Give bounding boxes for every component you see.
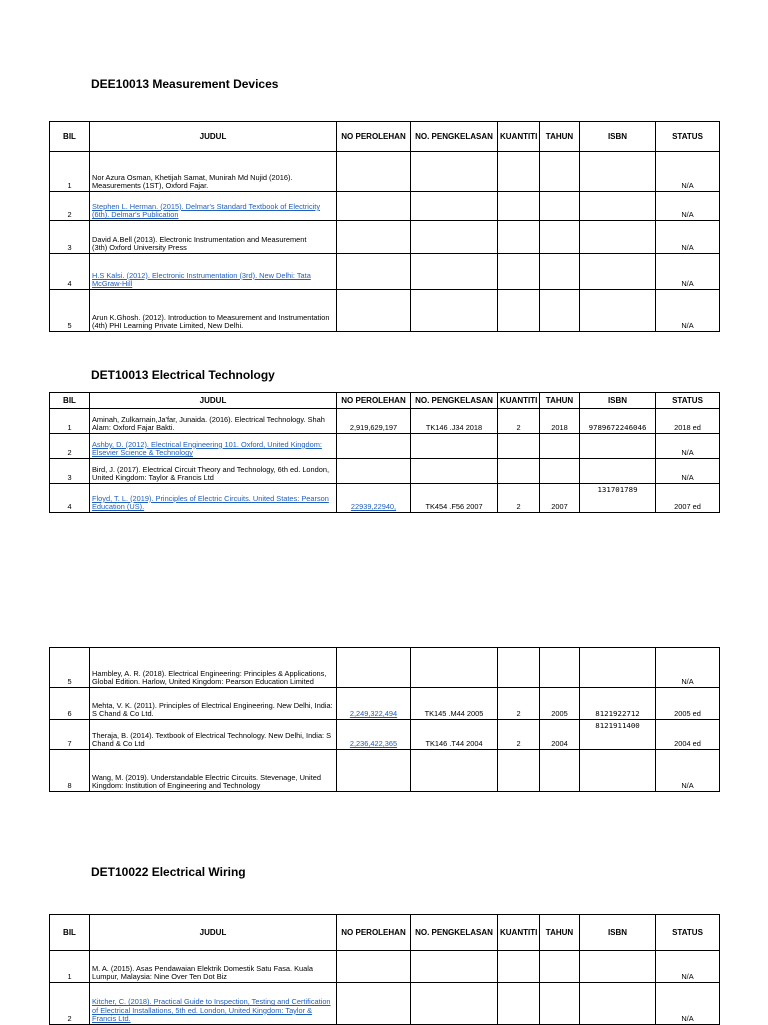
kuantiti-cell <box>498 750 540 792</box>
tahun-cell <box>540 152 580 192</box>
tahun-cell <box>540 459 580 484</box>
header-status: STATUS <box>656 122 720 152</box>
no-perolehan-cell <box>337 750 411 792</box>
bil-cell: 4 <box>50 484 90 513</box>
table-row <box>50 750 720 792</box>
isbn-cell: 9789672246046 <box>580 409 656 434</box>
no-pengkelasan-cell <box>411 750 498 792</box>
header-no-perolehan: NO PEROLEHAN <box>337 393 411 409</box>
header-no-pengkelasan: NO. PENGKELASAN <box>411 393 498 409</box>
no-pengkelasan-cell: TK146 .J34 2018 <box>411 409 498 434</box>
kuantiti-cell <box>498 290 540 332</box>
header-no-perolehan: NO PEROLEHAN <box>337 915 411 951</box>
bil-cell: 2 <box>50 434 90 459</box>
no-pengkelasan-cell <box>411 983 498 1025</box>
header-isbn: ISBN <box>580 393 656 409</box>
status-cell: N/A <box>656 459 720 484</box>
no-pengkelasan-cell <box>411 254 498 290</box>
heading-det10013: DET10013 Electrical Technology <box>91 368 275 382</box>
header-isbn: ISBN <box>580 915 656 951</box>
isbn-cell <box>580 152 656 192</box>
status-cell: N/A <box>656 750 720 792</box>
kuantiti-cell <box>498 459 540 484</box>
kuantiti-cell <box>498 221 540 254</box>
status-cell: N/A <box>656 152 720 192</box>
bil-cell: 1 <box>50 409 90 434</box>
isbn-cell <box>580 459 656 484</box>
no-perolehan-cell <box>337 152 411 192</box>
header-row <box>50 915 720 951</box>
status-cell: 2005 ed <box>656 688 720 720</box>
table-row <box>50 688 720 720</box>
isbn-cell: 8121911400 <box>580 720 656 750</box>
header-row <box>50 122 720 152</box>
judul-cell <box>90 951 337 983</box>
table-row <box>50 254 720 290</box>
no-perolehan-cell <box>337 409 411 434</box>
judul-text: Arun K.Ghosh. (2012). Introduction to Measurement and Instrumentation (4th) PHI Learning Private Limited, New Delhi. <box>92 312 330 331</box>
header-tahun: TAHUN <box>540 122 580 152</box>
status-cell: N/A <box>656 951 720 983</box>
judul-text: Bird, J. (2017). Electrical Circuit Theory and Technology, 6th ed. London, United Kingdom: Taylor & Francis Ltd <box>92 464 330 483</box>
tahun-cell <box>540 192 580 221</box>
tahun-cell <box>540 254 580 290</box>
header-status: STATUS <box>656 393 720 409</box>
bil-cell: 8 <box>50 750 90 792</box>
status-cell: N/A <box>656 254 720 290</box>
kuantiti-cell <box>498 434 540 459</box>
no-pengkelasan-cell: TK454 .F56 2007 <box>411 484 498 513</box>
header-tahun: TAHUN <box>540 915 580 951</box>
isbn-cell <box>580 434 656 459</box>
table-row <box>50 152 720 192</box>
no-perolehan-cell <box>337 434 411 459</box>
no-pengkelasan-cell <box>411 290 498 332</box>
header-bil: BIL <box>50 122 90 152</box>
judul-text[interactable]: Ashby, D. (2012). Electrical Engineering 101. Oxford, United Kingdom: Elsevier Science & Technology <box>92 439 322 458</box>
table-row <box>50 434 720 459</box>
header-judul: JUDUL <box>90 122 337 152</box>
status-cell: N/A <box>656 983 720 1025</box>
no-perolehan-cell <box>337 983 411 1025</box>
judul-text: Aminah, Zulkarnain,Ja'far, Junaida. (2016). Electrical Technology. Shah Alam: Oxford Fajar Bakti. <box>92 414 325 433</box>
header-status: STATUS <box>656 915 720 951</box>
table-row <box>50 221 720 254</box>
header-tahun: TAHUN <box>540 393 580 409</box>
status-cell: N/A <box>656 192 720 221</box>
tahun-cell: 2018 <box>540 409 580 434</box>
table-dee10013 <box>49 121 720 332</box>
header-isbn: ISBN <box>580 122 656 152</box>
kuantiti-cell <box>498 254 540 290</box>
tahun-cell <box>540 951 580 983</box>
judul-cell <box>90 750 337 792</box>
isbn-cell <box>580 254 656 290</box>
kuantiti-cell <box>498 951 540 983</box>
no-pengkelasan-cell <box>411 221 498 254</box>
table-row <box>50 290 720 332</box>
no-pengkelasan-cell: TK146 .T44 2004 <box>411 720 498 750</box>
no-perolehan-cell <box>337 484 411 513</box>
no-perolehan-text[interactable]: 22939,22940, <box>350 502 397 512</box>
status-cell: 2004 ed <box>656 720 720 750</box>
table-row <box>50 648 720 688</box>
judul-text: Theraja, B. (2014). Textbook of Electrical Technology. New Delhi, India: S Chand & Co Ltd <box>92 730 332 749</box>
kuantiti-cell: 2 <box>498 688 540 720</box>
bil-cell: 1 <box>50 951 90 983</box>
table-row <box>50 720 720 750</box>
bil-cell: 1 <box>50 152 90 192</box>
no-pengkelasan-cell <box>411 648 498 688</box>
no-pengkelasan-cell <box>411 951 498 983</box>
header-bil: BIL <box>50 393 90 409</box>
judul-cell <box>90 983 337 1025</box>
isbn-cell <box>580 221 656 254</box>
bil-cell: 4 <box>50 254 90 290</box>
isbn-cell: 8121922712 <box>580 688 656 720</box>
status-cell: N/A <box>656 221 720 254</box>
tahun-cell <box>540 648 580 688</box>
table-row <box>50 983 720 1025</box>
judul-text: Mehta, V. K. (2011). Principles of Electrical Engineering. New Delhi, India: S Chand & Co Ltd. <box>92 700 333 719</box>
isbn-cell: 131701789 <box>580 484 656 513</box>
no-perolehan-cell <box>337 688 411 720</box>
kuantiti-cell <box>498 648 540 688</box>
judul-text: David A.Bell (2013). Electronic Instrumentation and Measurement (3th) Oxford University Press <box>92 234 307 253</box>
no-perolehan-cell <box>337 290 411 332</box>
bil-cell: 3 <box>50 221 90 254</box>
status-cell: N/A <box>656 290 720 332</box>
status-cell: N/A <box>656 648 720 688</box>
table-det10022 <box>49 914 720 1025</box>
header-no-pengkelasan: NO. PENGKELASAN <box>411 915 498 951</box>
judul-text: Nor Azura Osman, Khetijah Samat, Munirah Md Nujid (2016). Measurements (1ST), Oxford Fajar. <box>92 172 293 191</box>
table-det10013-continued <box>49 647 720 792</box>
judul-cell <box>90 409 337 434</box>
judul-cell <box>90 290 337 332</box>
bil-cell: 2 <box>50 983 90 1025</box>
no-perolehan-text[interactable]: 2,249,322,494 <box>349 709 398 719</box>
tahun-cell <box>540 983 580 1025</box>
header-kuantiti: KUANTITI <box>498 393 540 409</box>
judul-cell <box>90 254 337 290</box>
judul-cell <box>90 688 337 720</box>
judul-text: Hambley, A. R. (2018). Electrical Engineering: Principles & Applications, Global Edition. Harlow, United Kingdom: Pearson Education Limited <box>92 668 327 687</box>
judul-cell <box>90 221 337 254</box>
header-kuantiti: KUANTITI <box>498 915 540 951</box>
tahun-cell: 2004 <box>540 720 580 750</box>
judul-text[interactable]: H.S Kalsi. (2012). Electronic Instrumentation (3rd). New Delhi: Tata McGraw-Hill <box>92 270 311 289</box>
judul-text[interactable]: Kitcher, C. (2018). Practical Guide to Inspection, Testing and Certification of Electrical Installations, 5th ed. London, United Kingdom: Taylor & Francis Ltd. <box>92 997 331 1024</box>
header-no-perolehan: NO PEROLEHAN <box>337 122 411 152</box>
table-row <box>50 459 720 484</box>
judul-text: Wang, M. (2019). Understandable Electric Circuits. Stevenage, United Kingdom: Institution of Engineering and Technology <box>92 772 321 791</box>
isbn-cell <box>580 983 656 1025</box>
heading-dee10013: DEE10013 Measurement Devices <box>91 77 279 91</box>
bil-cell: 7 <box>50 720 90 750</box>
judul-cell <box>90 484 337 513</box>
tahun-cell <box>540 750 580 792</box>
isbn-cell <box>580 951 656 983</box>
table-row <box>50 484 720 513</box>
tahun-cell <box>540 221 580 254</box>
tahun-cell: 2007 <box>540 484 580 513</box>
isbn-cell <box>580 290 656 332</box>
kuantiti-cell <box>498 192 540 221</box>
kuantiti-cell: 2 <box>498 720 540 750</box>
no-perolehan-cell <box>337 192 411 221</box>
judul-text[interactable]: Stephen L. Herman. (2015). Delmar's Standard Textbook of Electricity (6th). Delmar's Publication <box>92 201 321 220</box>
no-perolehan-cell <box>337 254 411 290</box>
bil-cell: 5 <box>50 290 90 332</box>
judul-text[interactable]: Floyd, T. L. (2019). Principles of Electric Circuits. United States: Pearson Education (US). <box>92 493 329 512</box>
judul-cell <box>90 648 337 688</box>
isbn-cell <box>580 648 656 688</box>
no-pengkelasan-cell <box>411 192 498 221</box>
tahun-cell <box>540 434 580 459</box>
kuantiti-cell <box>498 152 540 192</box>
judul-cell <box>90 192 337 221</box>
table-row <box>50 951 720 983</box>
no-pengkelasan-cell: TK145 .M44 2005 <box>411 688 498 720</box>
bil-cell: 2 <box>50 192 90 221</box>
status-cell: 2007 ed <box>656 484 720 513</box>
no-perolehan-cell <box>337 951 411 983</box>
no-perolehan-cell <box>337 720 411 750</box>
table-det10013 <box>49 392 720 513</box>
header-judul: JUDUL <box>90 915 337 951</box>
bil-cell: 5 <box>50 648 90 688</box>
bil-cell: 3 <box>50 459 90 484</box>
header-kuantiti: KUANTITI <box>498 122 540 152</box>
judul-cell <box>90 434 337 459</box>
no-perolehan-cell <box>337 648 411 688</box>
kuantiti-cell: 2 <box>498 484 540 513</box>
status-cell: N/A <box>656 434 720 459</box>
no-pengkelasan-cell <box>411 152 498 192</box>
no-pengkelasan-cell <box>411 434 498 459</box>
isbn-cell <box>580 750 656 792</box>
no-perolehan-text[interactable]: 2,236,422,365 <box>349 739 398 749</box>
table-row <box>50 409 720 434</box>
heading-det10022: DET10022 Electrical Wiring <box>91 865 246 879</box>
no-perolehan-text: 2,919,629,197 <box>349 423 398 433</box>
header-judul: JUDUL <box>90 393 337 409</box>
no-perolehan-cell <box>337 221 411 254</box>
judul-text: M. A. (2015). Asas Pendawaian Elektrik Domestik Satu Fasa. Kuala Lumpur, Malaysia: Nine Over Ten Dot Biz <box>92 963 314 982</box>
tahun-cell: 2005 <box>540 688 580 720</box>
kuantiti-cell <box>498 983 540 1025</box>
header-no-pengkelasan: NO. PENGKELASAN <box>411 122 498 152</box>
tahun-cell <box>540 290 580 332</box>
table-row <box>50 192 720 221</box>
judul-cell <box>90 459 337 484</box>
judul-cell <box>90 152 337 192</box>
isbn-cell <box>580 192 656 221</box>
kuantiti-cell: 2 <box>498 409 540 434</box>
header-row <box>50 393 720 409</box>
no-perolehan-cell <box>337 459 411 484</box>
header-bil: BIL <box>50 915 90 951</box>
no-pengkelasan-cell <box>411 459 498 484</box>
judul-cell <box>90 720 337 750</box>
bil-cell: 6 <box>50 688 90 720</box>
status-cell: 2018 ed <box>656 409 720 434</box>
